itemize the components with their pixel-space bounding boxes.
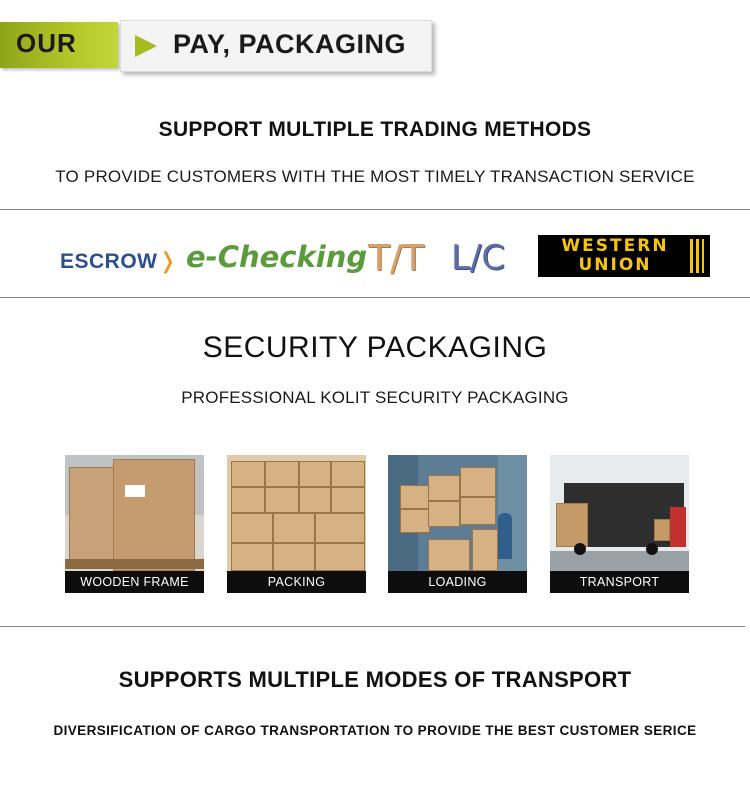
western-text: WESTERN (561, 236, 669, 256)
pay-packaging-title: PAY, PACKAGING (173, 29, 407, 59)
divider (0, 209, 750, 210)
photo-packing (227, 455, 366, 593)
union-text: UNION (578, 255, 652, 275)
divider (0, 626, 745, 627)
wu-stripes-icon (690, 239, 704, 273)
tt-logo: T/T (368, 238, 425, 279)
pay-packaging-tab (120, 20, 432, 72)
transport-heading: SUPPORTS MULTIPLE MODES OF TRANSPORT (118, 667, 632, 692)
lc-logo: L/C (451, 238, 506, 278)
trading-heading: SUPPORT MULTIPLE TRADING METHODS (158, 118, 592, 141)
divider (0, 297, 750, 298)
transport-subheading: DIVERSIFICATION OF CARGO TRANSPORTATION TO PROVIDE THE BEST CUSTOMER SERICE (53, 723, 697, 738)
chevron-right-icon: ❭ (158, 248, 178, 273)
escrow-logo (60, 248, 177, 274)
trading-subheading: TO PROVIDE CUSTOMERS WITH THE MOST TIMELY TRANSACTION SERVICE (55, 167, 695, 186)
caption-loading: LOADING (388, 571, 527, 593)
echecking-logo: e-Checking (186, 240, 368, 274)
photo-wooden-frame (65, 455, 204, 593)
caption-wooden-frame: WOODEN FRAME (65, 571, 204, 593)
escrow-text: ESCROW (60, 250, 158, 273)
our-label: OUR (16, 28, 77, 58)
packaging-subheading: PROFESSIONAL KOLIT SECURITY PACKAGING (181, 388, 569, 407)
packaging-heading: SECURITY PACKAGING (202, 331, 548, 364)
western-union-logo (538, 235, 710, 277)
play-arrow-icon (135, 35, 157, 57)
photo-loading (388, 455, 527, 593)
caption-transport: TRANSPORT (550, 571, 689, 593)
caption-packing: PACKING (227, 571, 366, 593)
our-tab (0, 22, 118, 68)
photo-transport (550, 455, 689, 593)
